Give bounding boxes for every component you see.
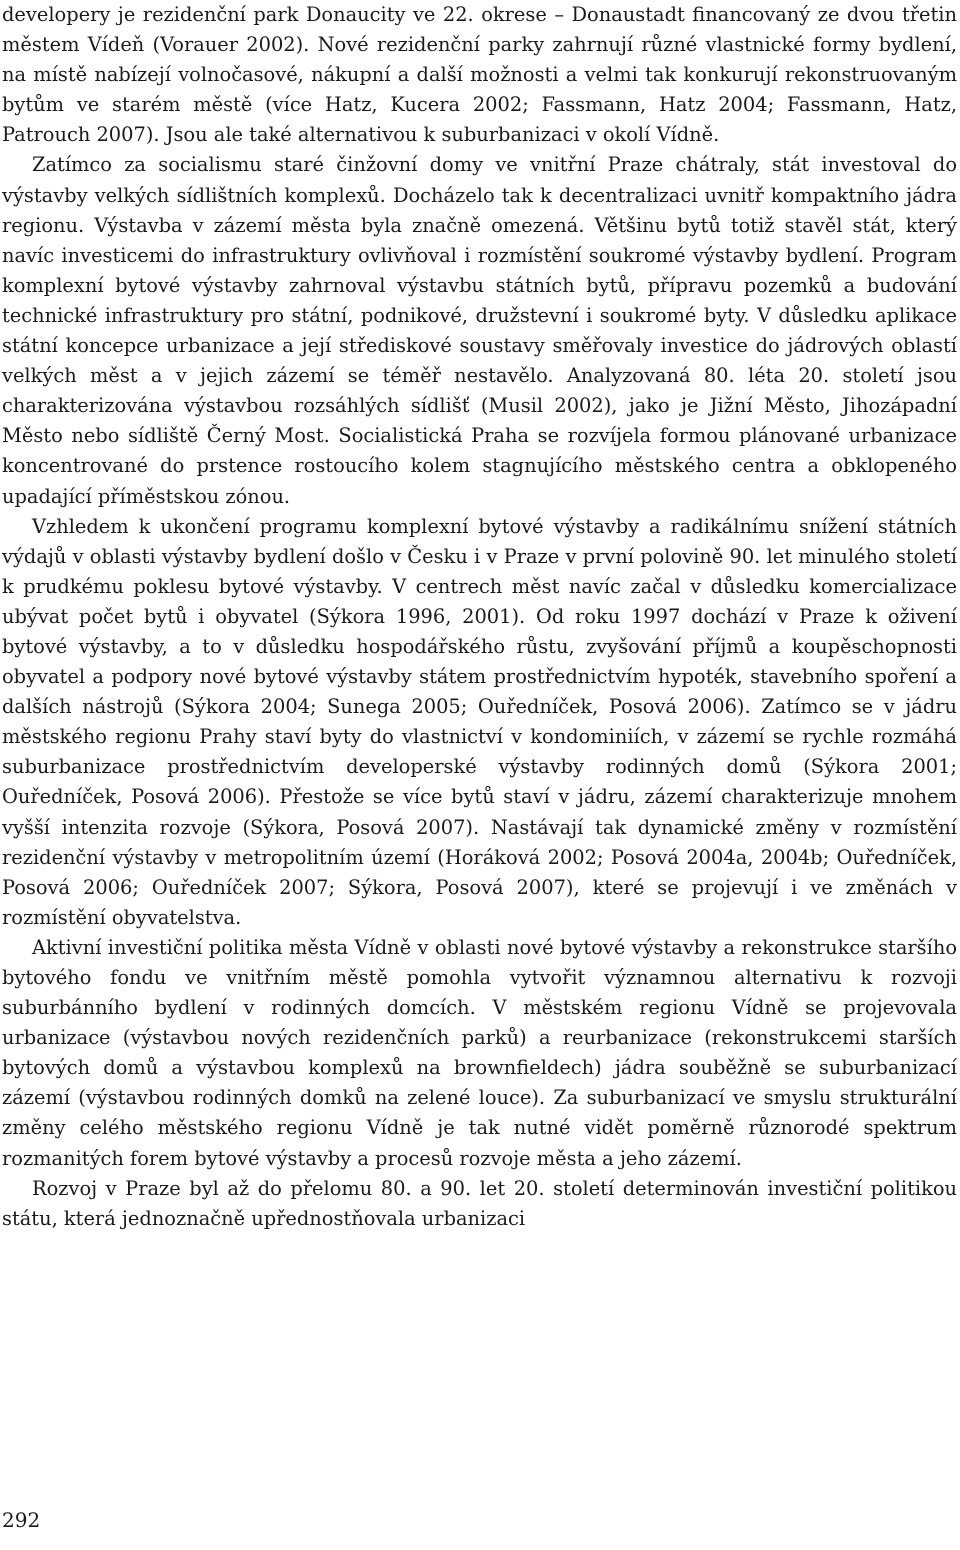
paragraph-prague-socialism: Zatímco za socialismu staré činžovní domy ve vnitřní Praze chátraly, stát investoval do výstavby velkých sídlištních komplexů. Docházelo tak k decentralizaci uvnitř kompaktního jádra regionu. Výstavba v zázemí města byla značně omezená. Většinu bytů totiž stavěl stát, který navíc investicemi do infrastruktury ovlivňoval i rozmístění soukromé výstavby bydlení. Program komplexní bytové výstavby zahrnoval výstavbu státních bytů, přípravu pozemků a budování technické infrastruktury pro státní, podnikové, družstevní i soukromé byty. V důsledku aplikace státní koncepce urbanizace a její střediskové soustavy směřovaly investice do jádrových oblastí velkých měst a v jejich zázemí se téměř nestavělo. Analyzovaná 80. léta 20. století jsou charakterizována výstavbou rozsáhlých sídlišť (Musil 2002), jako je Jižní Město, Jihozápadní Město nebo sídliště Černý Most. Socialistická Praha se rozvíjela formou plánované urbanizace koncentrované do prstence rostoucího kolem stagnujícího městského centra a obklopeného upadající příměstskou zónou. (2, 153, 957, 508)
paragraph-housing-decline: Vzhledem k ukončení programu komplexní bytové výstavby a radikálnímu snížení státních výdajů v oblasti výstavby bydlení došlo v Česku i v Praze v první polovině 90. let minulého století k prudkému poklesu bytové výstavby. V centrech měst navíc začal v důsledku komercializace ubývat počet bytů i obyvatel (Sýkora 1996, 2001). Od roku 1997 dochází v Praze k oživení bytové výstavby, a to v důsledku hospodářského růstu, zvyšování příjmů a koupěschopnosti obyvatel a podpory nové bytové výstavby státem prostřednictvím hypoték, stavebního spoření a dalších nástrojů (Sýkora 2004; Sunega 2005; Ouředníček, Posová 2006). Zatímco se v jádru městského regionu Prahy staví byty do vlastnictví v kondominiích, v zázemí se rychle rozmáhá suburbanizace prostřednictvím developerské výstavby rodinných domů (Sýkora 2001; Ouředníček, Posová 2006). Přestože se více bytů staví v jádru, zázemí charakterizuje mnohem vyšší intenzita rozvoje (Sýkora, Posová 2007). Nastávají tak dynamické změny v rozmístění rezidenční výstavby v metropolitním území (Horáková 2002; Posová 2004a, 2004b; Ouředníček, Posová 2006; Ouředníček 2007; Sýkora, Posová 2007), které se projevují i ve změnách v rozmístění obyvatelstva. (2, 514, 957, 929)
paragraph-prague-development: Rozvoj v Praze byl až do přelomu 80. a 90. let 20. století determinován investiční politikou státu, která jednoznačně upřednostňovala urbanizaci (2, 1176, 957, 1230)
body-text (2, 0, 957, 1234)
paragraph-vienna-policy: Aktivní investiční politika města Vídně v oblasti nové bytové výstavby a rekonstrukce staršího bytového fondu ve vnitřním městě pomohla vytvořit významnou alternativu k rozvoji suburbánního bydlení v rodinných domcích. V městském regionu Vídně se projevovala urbanizace (výstavbou nových rezidenčních parků) a reurbanizace (rekonstrukcemi starších bytových domů a výstavbou komplexů na brownfieldech) jádra souběžně se suburbanizací zázemí (výstavbou rodinných domků na zelené louce). Za suburbanizací ve smyslu strukturální změny celého městského regionu Vídně je tak nutné vidět poměrně různorodé spektrum rozmanitých forem bytové výstavby a procesů rozvoje města a jeho zázemí. (2, 935, 957, 1170)
page-number: 292 (2, 1508, 41, 1532)
paragraph-continuation: developery je rezidenční park Donaucity ve 22. okrese – Donaustadt financovaný ze dvou třetin městem Vídeň (Vorauer 2002). Nové rezidenční parky zahrnují různé vlastnické formy bydlení, na místě nabízejí volnočasové, nákupní a další možnosti a velmi tak konkurují rekonstruovaným bytům ve starém městě (více Hatz, Kucera 2002; Fassmann, Hatz 2004; Fassmann, Hatz, Patrouch 2007). Jsou ale také alternativou k suburbanizaci v okolí Vídně. (2, 3, 957, 147)
